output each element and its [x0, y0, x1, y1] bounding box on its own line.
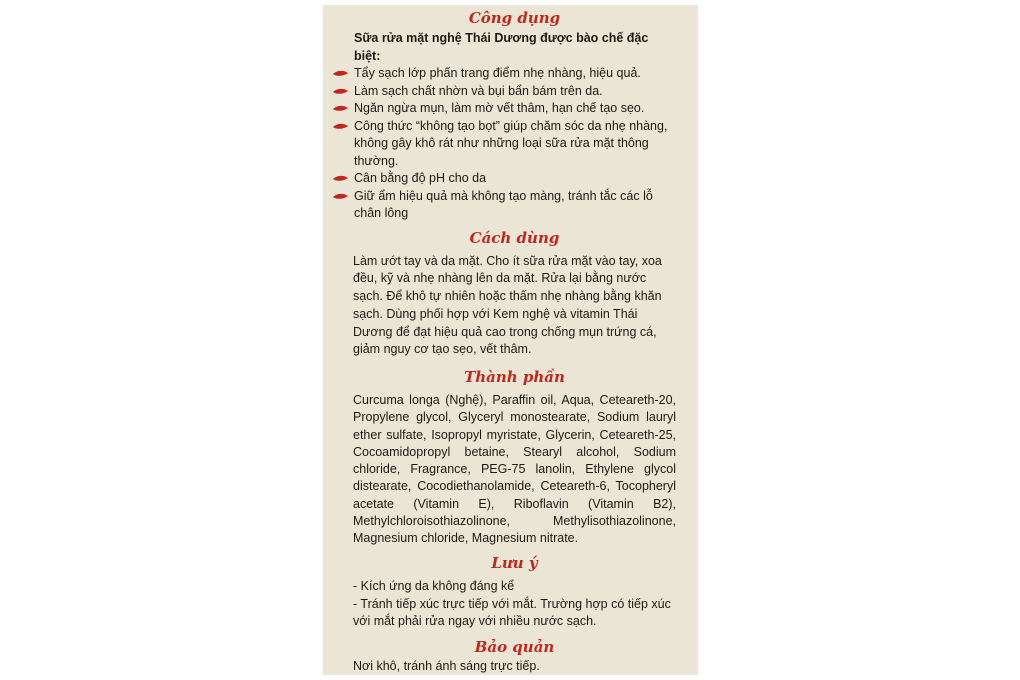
ingredients-heading: Thành phần	[464, 368, 565, 387]
list-item: Giữ ẩm hiệu quả mà không tạo màng, tránh tắc các lỗ chân lông	[332, 188, 676, 223]
red-leaf-bullet-icon	[332, 70, 349, 77]
red-leaf-bullet-icon	[332, 193, 349, 200]
uses-list	[353, 65, 676, 223]
list-item: - Kích ứng da không đáng kể	[353, 579, 515, 594]
storage-heading: Bảo quản	[474, 637, 555, 656]
usage-heading: Cách dùng	[469, 228, 560, 247]
red-leaf-bullet-icon	[332, 175, 349, 182]
notes-heading: Lưu ý	[491, 554, 538, 573]
usage-text: Làm ướt tay và da mặt. Cho ít sữa rửa mặt vào tay, xoa đều, kỹ và nhẹ nhàng lên da mặt. Rửa lại bằng nước sạch. Để khô tự nhiên hoặc thấm nhẹ nhàng bằng khăn sạch. Dùng phối hợp với Kem nghệ và vitamin Thái Dương để đạt hiệu quả cao trong chống mụn trứng cá, giảm nguy cơ tạo sẹo, vết thâm.	[353, 253, 662, 357]
uses-intro: Sữa rửa mặt nghệ Thái Dương được bào chế đặc biệt:	[354, 31, 649, 63]
product-label-panel	[323, 5, 698, 675]
red-leaf-bullet-icon	[332, 88, 349, 95]
red-leaf-bullet-icon	[332, 123, 349, 130]
ingredients-text: Curcuma longa (Nghệ), Paraffin oil, Aqua, Ceteareth-20, Propylene glycol, Glyceryl monostearate, Sodium lauryl ether sulfate, Isopropyl myristate, Glycerin, Ceteareth-25, Cocoamidopropyl betaine, Stearyl alcohol, Sodium chloride, Fragrance, PEG-75 lanolin, Ethylene glycol distearate, Cocodiethanolamide, Ceteareth-6, Tocopheryl acetate (Vitamin E), Riboflavin (Vitamin B2), Methylchloroisothiazolinone, Methylisothiazolinone, Magnesium chloride, Magnesium nitrate.	[353, 393, 676, 545]
list-item: Công thức “không tạo bọt” giúp chăm sóc da nhẹ nhàng, không gây khô rát như những loại sữa rửa mặt thông thường.	[332, 118, 676, 171]
list-item: Cân bằng độ pH cho da	[332, 170, 676, 188]
uses-heading: Công dụng	[468, 9, 561, 27]
storage-text: Nơi khô, tránh ánh sáng trực tiếp.	[353, 658, 540, 673]
list-item: Làm sạch chất nhờn và bụi bẩn bám trên da.	[332, 83, 676, 101]
red-leaf-bullet-icon	[332, 105, 349, 112]
notes-list	[353, 578, 676, 631]
list-item: Tẩy sạch lớp phấn trang điểm nhẹ nhàng, hiệu quả.	[332, 65, 676, 83]
list-item: - Tránh tiếp xúc trực tiếp với mắt. Trường hợp có tiếp xúc với mắt phải rửa ngay với nhiều nước sạch.	[353, 596, 671, 629]
list-item: Ngăn ngừa mụn, làm mờ vết thâm, hạn chế tạo sẹo.	[332, 100, 676, 118]
